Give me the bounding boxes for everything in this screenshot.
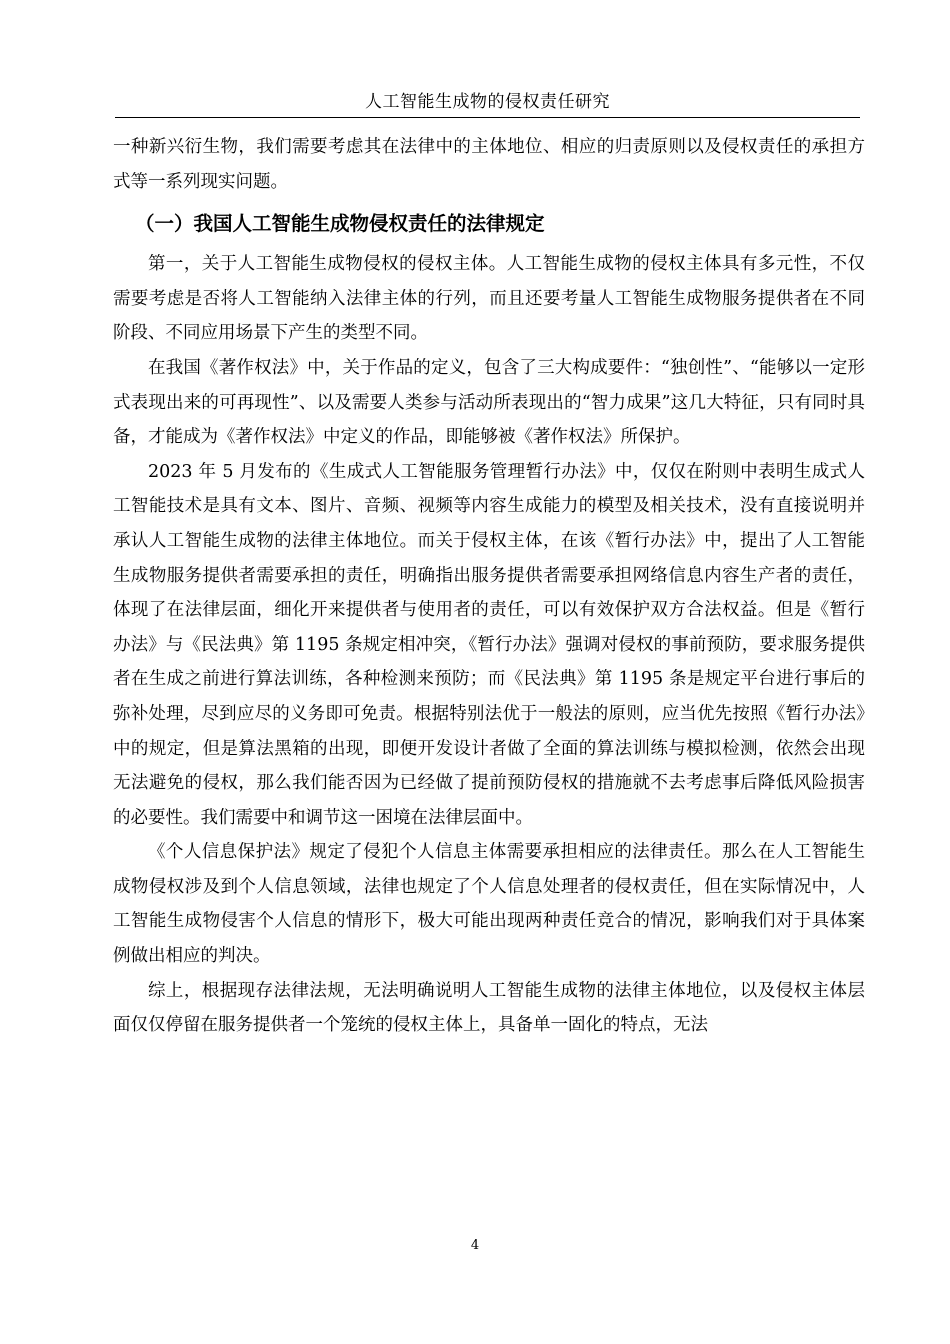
section-heading: （一）我国人工智能生成物侵权责任的法律规定 xyxy=(135,212,545,236)
page-number: 4 xyxy=(470,1238,480,1253)
paragraph-infringing-subject: 第一，关于人工智能生成物侵权的侵权主体。人工智能生成物的侵权主体具有多元性，不仅需要考虑是否将人工智能纳入法律主体的行列，而且还要考量人工智能生成物服务提供者在不同阶段、不同应用场景下产生的类型不同。 xyxy=(113,254,865,344)
paragraph-interim-measures: 2023 年 5 月发布的《生成式人工智能服务管理暂行办法》中，仅仅在附则中表明生成式人工智能技术是具有文本、图片、音频、视频等内容生成能力的模型及相关技术，没有直接说明并承认人工智能生成物的法律主体地位。而关于侵权主体，在该《暂行办法》中，提出了人工智能生成物服务提供者需要承担的责任，明确指出服务提供者需要承担网络信息内容生产者的责任，体现了在法律层面，细化开来提供者与使用者的责任，可以有效保护双方合法权益。但是《暂行办法》与《民法典》第 1195 条规定相冲突，《暂行办法》强调对侵权的事前预防，要求服务提供者在生成之前进行算法训练，各种检测来预防；而《民法典》第 1195 条是规定平台进行事后的弥补处理，尽到应尽的义务即可免责。根据特别法优于一般法的原则，应当优先按照《暂行办法》中的规定，但是算法黑箱的出现，即便开发设计者做了全面的算法训练与模拟检测，依然会出现无法避免的侵权，那么我们能否因为已经做了提前预防侵权的措施就不去考虑事后降低风险损害的必要性。我们需要中和调节这一困境在法律层面中。 xyxy=(113,461,865,828)
running-header: 人工智能生成物的侵权责任研究 xyxy=(365,92,610,112)
header-divider xyxy=(115,117,860,118)
paragraph-copyright-law: 在我国《著作权法》中，关于作品的定义，包含了三大构成要件：“独创性”、“能够以一定形式表现出来的可再现性”、以及需要人类参与活动所表现出的“智力成果”这几大特征，只有同时具备，才能成为《著作权法》中定义的作品，即能够被《著作权法》所保护。 xyxy=(113,357,865,448)
paragraph-summary: 综上，根据现存法律法规，无法明确说明人工智能生成物的法律主体地位，以及侵权主体层面仅仅停留在服务提供者一个笼统的侵权主体上，具备单一固化的特点，无法 xyxy=(113,980,865,1036)
document-body xyxy=(113,130,865,1043)
paragraph-continuation: 一种新兴衍生物，我们需要考虑其在法律中的主体地位、相应的归责原则以及侵权责任的承担方式等一系列现实问题。 xyxy=(113,137,865,192)
paragraph-personal-info-law: 《个人信息保护法》规定了侵犯个人信息主体需要承担相应的法律责任。那么在人工智能生成物侵权涉及到个人信息领域，法律也规定了个人信息处理者的侵权责任，但在实际情况中，人工智能生成物侵害个人信息的情形下，极大可能出现两种责任竞合的情况，影响我们对于具体案例做出相应的判决。 xyxy=(113,842,865,967)
